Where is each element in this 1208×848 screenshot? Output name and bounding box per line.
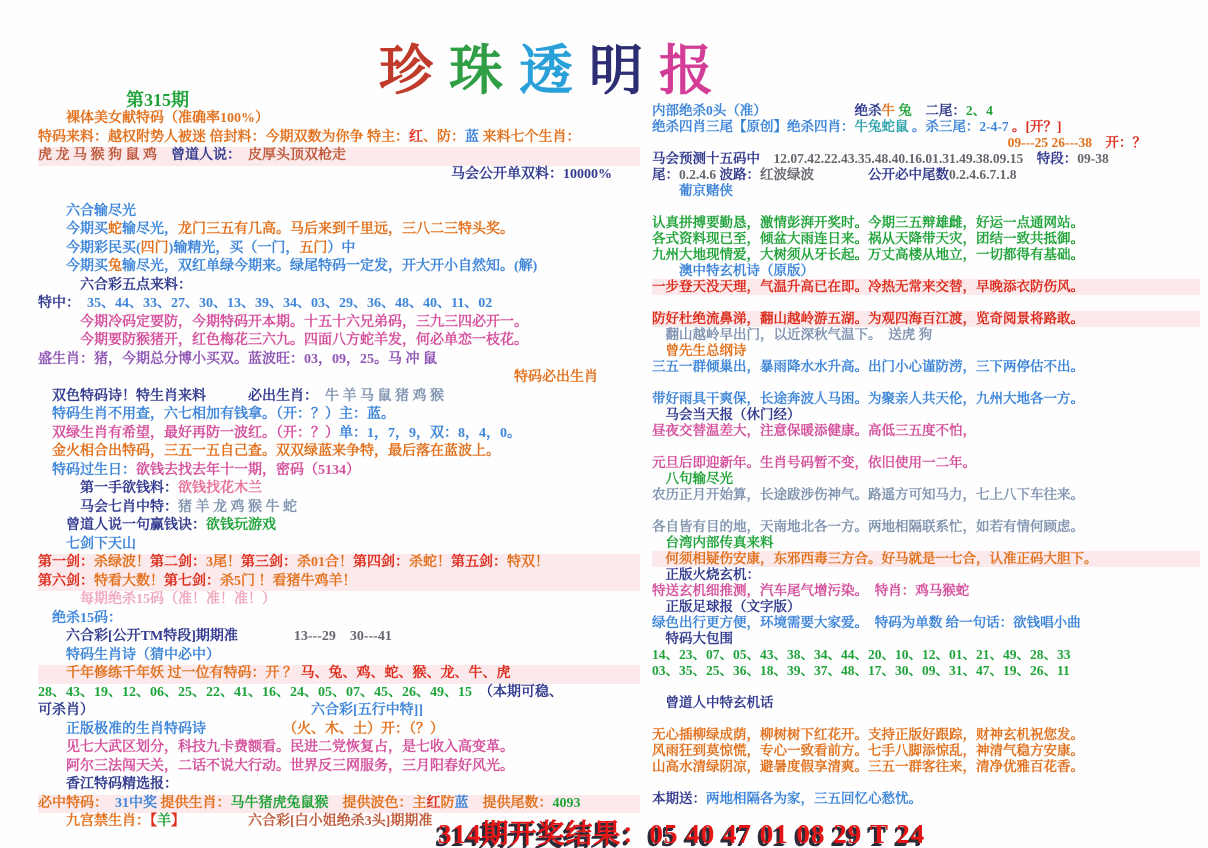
text-segment: 第三剑： [241,555,297,570]
text-segment: 绿色出行更方便，环境需要大家爱。 特码为单数 给一句话：欲钱唱小曲 [652,615,1081,630]
text-segment: 绝杀15码： [38,610,122,626]
text-segment: 今期要防猴猪开，红色梅花三六九。四面八方蛇羊发，何必单恋一枝花。 [38,333,528,348]
text-line [652,759,1200,775]
text-line [38,443,640,462]
text-segment: 14、23、07、05、43、38、34、44、20、10、12、01、21、49、28、33 [652,647,1071,662]
text-line [652,535,1200,551]
text-segment: 蓝 [465,129,479,145]
text-line [652,711,1200,727]
text-segment: 第七剑： [164,573,220,589]
issue-number: 第315期 [126,90,189,110]
text-segment: 必中特码： [38,795,115,811]
text-line [38,591,640,610]
text-segment: 特码生肖不用查，六七相加有钱拿。（开：？）主：蓝。 [38,407,395,422]
text-line [38,758,640,777]
text-line [652,423,1200,439]
text-line [652,359,1200,375]
text-line [652,551,1200,567]
title-char: 报 [659,41,729,101]
highlighted-text [38,665,640,684]
text-segment: 3尾！ [206,555,241,570]
text-line [38,665,640,684]
text-segment: 绝杀四肖三尾【原创】绝杀四肖： [652,119,855,134]
text-segment: 牛兔蛇鼠 [854,119,909,134]
text-segment: 兔 [108,259,122,274]
text-segment: 今期买 [38,259,108,274]
text-segment: 欲钱玩游戏 [206,518,276,533]
text-line [652,135,1200,151]
text-segment: 03、35、25、36、18、39、37、48、17、30、09、31、47、19、26、11 [652,663,1070,678]
text-segment: 特中： [38,296,87,311]
text-segment: 特双！ [507,555,549,570]
text-segment: 阿尔三法闯天关，二话不说大行动。世界反三网服务，三月阳春好风光。 [38,758,514,774]
text-line [38,147,640,166]
text-segment: 六合输尽光 [38,203,136,219]
right-column [652,103,1200,807]
text-segment: 双色特码诗！特生肖来料 必出生肖： [38,388,325,404]
text-segment: 2、4 [965,103,993,118]
highlighted-text [38,795,640,814]
text-segment: 二尾： [911,103,966,118]
text-line [652,615,1200,631]
text-segment: 何须相疑伤安康，东邪西毒三方合。好马就是一七合，认准正码大胆下。 [652,551,1098,566]
text-segment: 防好杜绝流鼻涕，翻山越岭游五湖。为观四海百江渡，览奇阅景将路敢。 [652,311,1084,326]
text-segment: 、防： [423,129,465,145]
text-line [38,110,640,129]
text-line [38,647,640,666]
text-segment: 0.2.4.6.7.1.8 [949,167,1017,182]
text-segment: 认真拼搏要勤恳，激情彭湃开奖时。今期三五辩雄雌，好运一点通网站。 [652,215,1084,230]
text-line [38,184,640,203]
text-segment: 主 [412,795,427,811]
text-segment: 12.07.42.22.43.35.48.40.16.01.31.49.38.09.15 [773,151,1024,166]
text-line [38,702,640,721]
text-segment: 2-4-7 [979,119,1009,134]
text-segment: 特码过生日： [38,462,136,478]
title-char: 透 [519,41,589,101]
text-line [38,554,640,573]
draw-result-label: 314期开奖结果： [438,819,650,848]
text-segment: 金火相合出特码，三五一五自己查。双双绿蓝来争特，最后落在蓝波上。 [38,444,500,459]
text-line [38,573,640,592]
text-segment: 09-38 [1077,151,1109,166]
text-segment: 风雨狂到莫惊慌，专心一致看前方。七手八脚添惊乱，神清气稳方安康。 [652,743,1084,758]
text-line [652,167,1200,183]
text-segment: （火、木、土）开：（？） [206,721,444,737]
text-segment: 35、44、33、27、30、13、39、34、03、29、36、48、40、11、02 [87,296,493,311]
text-segment: 特看大数！ [94,573,164,589]
text-segment: 八句输尽光 [652,471,733,486]
text-line [652,199,1200,215]
text-segment: 五门 [299,240,328,256]
text-segment: 第五剑： [451,555,507,570]
text-segment: 4093 [552,795,581,811]
text-line [38,795,640,814]
text-line [652,743,1200,759]
text-segment: 欲钱找花木兰 [178,481,262,496]
text-line [652,295,1200,311]
text-segment: 今期冷码定要防，今期特码开本期。十五十六兄弟码，三九三四必开一。 [38,314,528,330]
text-segment: 马牛猪虎兔鼠猴 [230,795,329,811]
title-char: 珍 [379,41,449,101]
text-segment: 绝杀 [760,103,882,118]
text-line [652,455,1200,471]
text-segment: 杀蛇！ [409,555,451,570]
text-segment: 羊 [157,814,171,829]
text-line [38,240,640,259]
text-segment: 正版火烧玄机： [652,567,760,582]
text-segment: 本期送： [652,791,706,806]
highlighted-text [652,311,1200,327]
highlighted-text [38,554,640,573]
text-line [652,407,1200,423]
text-segment: 特段： [1023,151,1078,166]
title-char: 明 [589,41,659,101]
text-line [652,487,1200,503]
text-segment: 猪 羊 龙 鸡 猴 牛 蛇 [178,499,297,515]
text-segment: 提供生肖： [157,795,231,811]
text-segment: 香江特码精选报： [38,777,178,792]
text-segment: 】 [171,814,178,829]
text-segment: 第二剑： [150,555,206,570]
text-segment: 牛 羊 马 鼠 猪 鸡 猴 [325,388,444,404]
text-line [652,215,1200,231]
text-segment: 山高水清绿阴凉，避暑度假享清爽。三五一群客往来，清净优雅百花香。 [652,759,1084,774]
text-line [652,119,1200,135]
text-segment: 28、43、19、12、06、25、22、41、16、24、05、07、45、26、49、15 [38,684,472,700]
text-line [38,129,640,148]
text-line [652,439,1200,455]
text-line [38,480,640,499]
text-segment: 特码来料：越权附势人被迷 倍封料：今期双数为你争 特主： [38,129,409,145]
text-line [652,343,1200,359]
text-line [38,776,640,795]
text-line [652,775,1200,791]
text-segment: 开：？ [1092,135,1146,150]
text-line [652,327,1200,343]
text-segment: 马会七肖中特： [38,499,178,515]
text-segment: 特码生肖诗（猜中必中） [38,647,220,663]
text-segment: 正版极准的生肖特码诗 [38,721,206,737]
text-segment: 每期绝杀15码（准！准！准！） [38,592,276,607]
text-line [652,727,1200,743]
text-line [652,679,1200,695]
text-segment: ）中 [327,240,356,256]
text-line [652,231,1200,247]
text-segment: 虎 龙 马 猴 狗 鼠 鸡 [38,148,157,163]
text-segment: 红 [409,129,423,145]
text-segment: 。[开？] [1008,119,1062,134]
highlighted-text [652,279,1200,295]
text-segment: 六合彩[五行中特]] [87,703,423,718]
text-segment: 红波绿波 [760,167,814,182]
text-segment: 六合彩[公开TM特段]期期准 [38,629,294,644]
text-line [652,183,1200,199]
text-segment: 带好雨具干爽保，长途奔波人马困。为聚亲人共天伦，九州大地各一方。 [652,391,1084,406]
text-segment: 公开必中尾数 [814,167,949,182]
text-segment: 第四剑： [353,555,409,570]
text-segment: 。杀三尾： [908,119,980,134]
text-line [38,332,640,351]
highlighted-text [38,573,640,592]
text-line [652,519,1200,535]
text-segment: （本期可稳、 [472,684,563,700]
text-segment: 0.2.4.6 [679,167,720,182]
text-line [38,536,640,555]
text-line [38,517,640,536]
text-segment: 见七大武区划分，科技九卡费额看。民进二党恢复占，是七收入高变革。 [38,740,514,755]
text-line [38,203,640,222]
text-line [652,695,1200,711]
text-line [652,503,1200,519]
text-segment: 牛 [881,103,899,118]
text-line [652,583,1200,599]
text-segment: 特码必出生肖 [514,370,640,385]
text-line [652,311,1200,327]
text-line [652,247,1200,263]
text-segment: 皮厚头顶双枪走 [248,148,346,163]
left-column [38,110,640,832]
text-segment: 农历正月开始算，长途跋涉伤神气。路遥方可知马力，七上八下车往来。 [652,487,1084,502]
text-line [652,647,1200,663]
text-line [38,610,640,629]
text-segment: 内部绝杀0头（准） [652,103,760,118]
text-line [38,166,640,185]
text-line [38,221,640,240]
text-line [652,263,1200,279]
text-line [652,567,1200,583]
text-segment: 正版足球报（文字版） [652,599,801,614]
text-segment: 昼夜交替温差大，注意保暖添健康。高低三五度不怕， [652,423,976,438]
title-char: 珠 [449,41,519,101]
text-segment: 元旦后即迎新年。生肖号码暂不变，依旧使用一二年。 [652,455,976,470]
text-line [38,314,640,333]
text-line [38,499,640,518]
text-segment: 双绿生肖有希望，最好再防一波红。（开：？） [38,425,339,441]
text-line [38,425,640,444]
text-segment: 葡京赌侠 [652,183,733,198]
text-segment: 兔 [898,103,912,118]
text-line [652,791,1200,807]
text-segment: 输尽光， [122,222,178,237]
text-line [38,351,640,370]
text-line [652,151,1200,167]
text-segment: 盛生肖：猪，今期总分博小买双。蓝波旺：03，09，25。马 冲 鼠 [38,351,437,367]
text-line [652,103,1200,119]
text-segment: 【 [150,814,157,829]
text-line [38,295,640,314]
text-segment: 九宫禁生肖： [38,814,150,829]
text-segment: 蓝 [454,795,469,811]
text-segment: 曾道人说一句赢钱诀： [38,518,206,533]
text-segment: 红 [426,795,441,811]
text-segment: 特码大包围 [652,631,733,646]
text-segment [760,151,774,166]
text-line [38,388,640,407]
text-segment: 13---29 30---41 [293,629,392,644]
text-segment: 无心插柳绿成荫，柳树树下红花开。支持正版好跟踪，财神玄机祝您发。 [652,727,1084,742]
text-segment: 龙门三五有几高。马后来到千里远，三八二三特头奖。 [178,222,514,237]
text-segment: 可杀肖） [38,703,87,718]
text-segment: 第六剑： [38,573,94,589]
text-segment: 杀绿波！ [94,555,150,570]
text-segment: 来料七个生肖： [479,129,581,145]
text-line [652,663,1200,679]
text-segment: 各式资料现已至，倾盆大雨连日来。祸从天降带天灾，团结一致共抵御。 [652,231,1084,246]
text-segment: 第一手欲钱料： [38,481,178,496]
text-segment: 各自皆有目的地，天南地北各一方。两地相隔联系忙，如若有情何顾虑。 [652,519,1084,534]
text-segment: 提供波色： [328,795,413,811]
text-segment: 马会公开单双料：10000% [451,166,640,182]
text-segment: )输精光，买（一门， [168,240,300,256]
text-line [38,277,640,296]
text-segment: 单：1，7，9，双：8，4，0。 [339,425,521,441]
text-line [38,628,640,647]
text-segment: 尾： [652,167,679,182]
text-line [652,391,1200,407]
text-segment: 输尽光，双红单绿今期来。绿尾特码一定发，开大开小自然知。(解) [122,259,538,274]
text-line [652,279,1200,295]
text-segment: 六合彩五点来料： [38,277,192,293]
text-segment: 马、兔、鸡、蛇、猴、龙、牛、虎 [300,666,511,681]
text-line [38,739,640,758]
text-segment: 特送玄机细推测，汽车尾气增污染。 特肖：鸡马猴蛇 [652,583,970,598]
text-segment: 欲钱去找去年十一期，密码（5134） [136,462,360,478]
text-segment: 今期彩民买( [38,240,141,256]
highlighted-text [38,147,640,166]
text-segment: 杀5门 ！看猪牛鸡羊！ [220,573,357,589]
text-segment: 四门 [140,240,169,256]
text-segment: 一步登天没天理，气温升高已在即。冷热无常来交替，早晚添衣防伤风。 [652,279,1084,294]
highlighted-text [652,551,1200,567]
draw-result-banner [438,812,925,848]
text-segment: 两地相隔各为家，三五回忆心愁忧。 [706,791,922,806]
text-segment: 防 [440,795,455,811]
text-segment: 三五一群倾巢出，暴雨降水水升高。出门小心谨防涝，三下两停估不出。 [652,359,1084,374]
text-segment: 09---25 26---38 [1007,135,1092,150]
draw-result-numbers: 05 40 47 01 08 29 T 24 [649,819,926,848]
text-line [38,721,640,740]
text-line [652,471,1200,487]
text-segment: 第一剑： [38,555,94,570]
text-segment: 曾道人说： [157,148,248,163]
text-segment: 九州大地现情爱，大树须从牙长起。万丈高楼从地立，一切都得有基础。 [652,247,1084,262]
text-segment: 曾先生总纲诗 [652,343,747,358]
text-segment: 提供尾数： [468,795,553,811]
text-line [38,406,640,425]
text-segment: 波路： [719,167,760,182]
text-segment: 曾道人中特玄机话 [652,695,774,710]
text-segment: 台湾内部传真来料 [652,535,774,550]
text-line [652,631,1200,647]
text-line [38,258,640,277]
text-segment: 六合彩[白小姐绝杀3头]期期准 [178,814,433,829]
text-line [38,462,640,481]
text-segment: 裸体美女献特码（准确率100%） [38,111,269,126]
text-line [38,369,640,388]
text-line [38,684,640,703]
text-segment: 澳中特玄机诗（原版） [652,263,814,278]
text-segment: 翻山越岭早出门，以近深秋气温下。 送虎 狗 [652,327,933,342]
text-segment: 马会当天报（休门经） [652,407,801,422]
text-segment: 今期买 [38,222,108,237]
text-line [652,599,1200,615]
text-segment: 马会预测十五码中 [652,151,760,166]
text-segment [1146,135,1200,150]
text-segment: 千年修练千年妖 过一位有特码：开 ？ [38,666,301,681]
text-segment: 31中奖 [115,795,157,811]
text-segment: 蛇 [108,222,122,237]
text-segment: 杀01合！ [297,555,353,570]
text-line [652,375,1200,391]
text-segment: 七剑下天山 [38,536,136,552]
